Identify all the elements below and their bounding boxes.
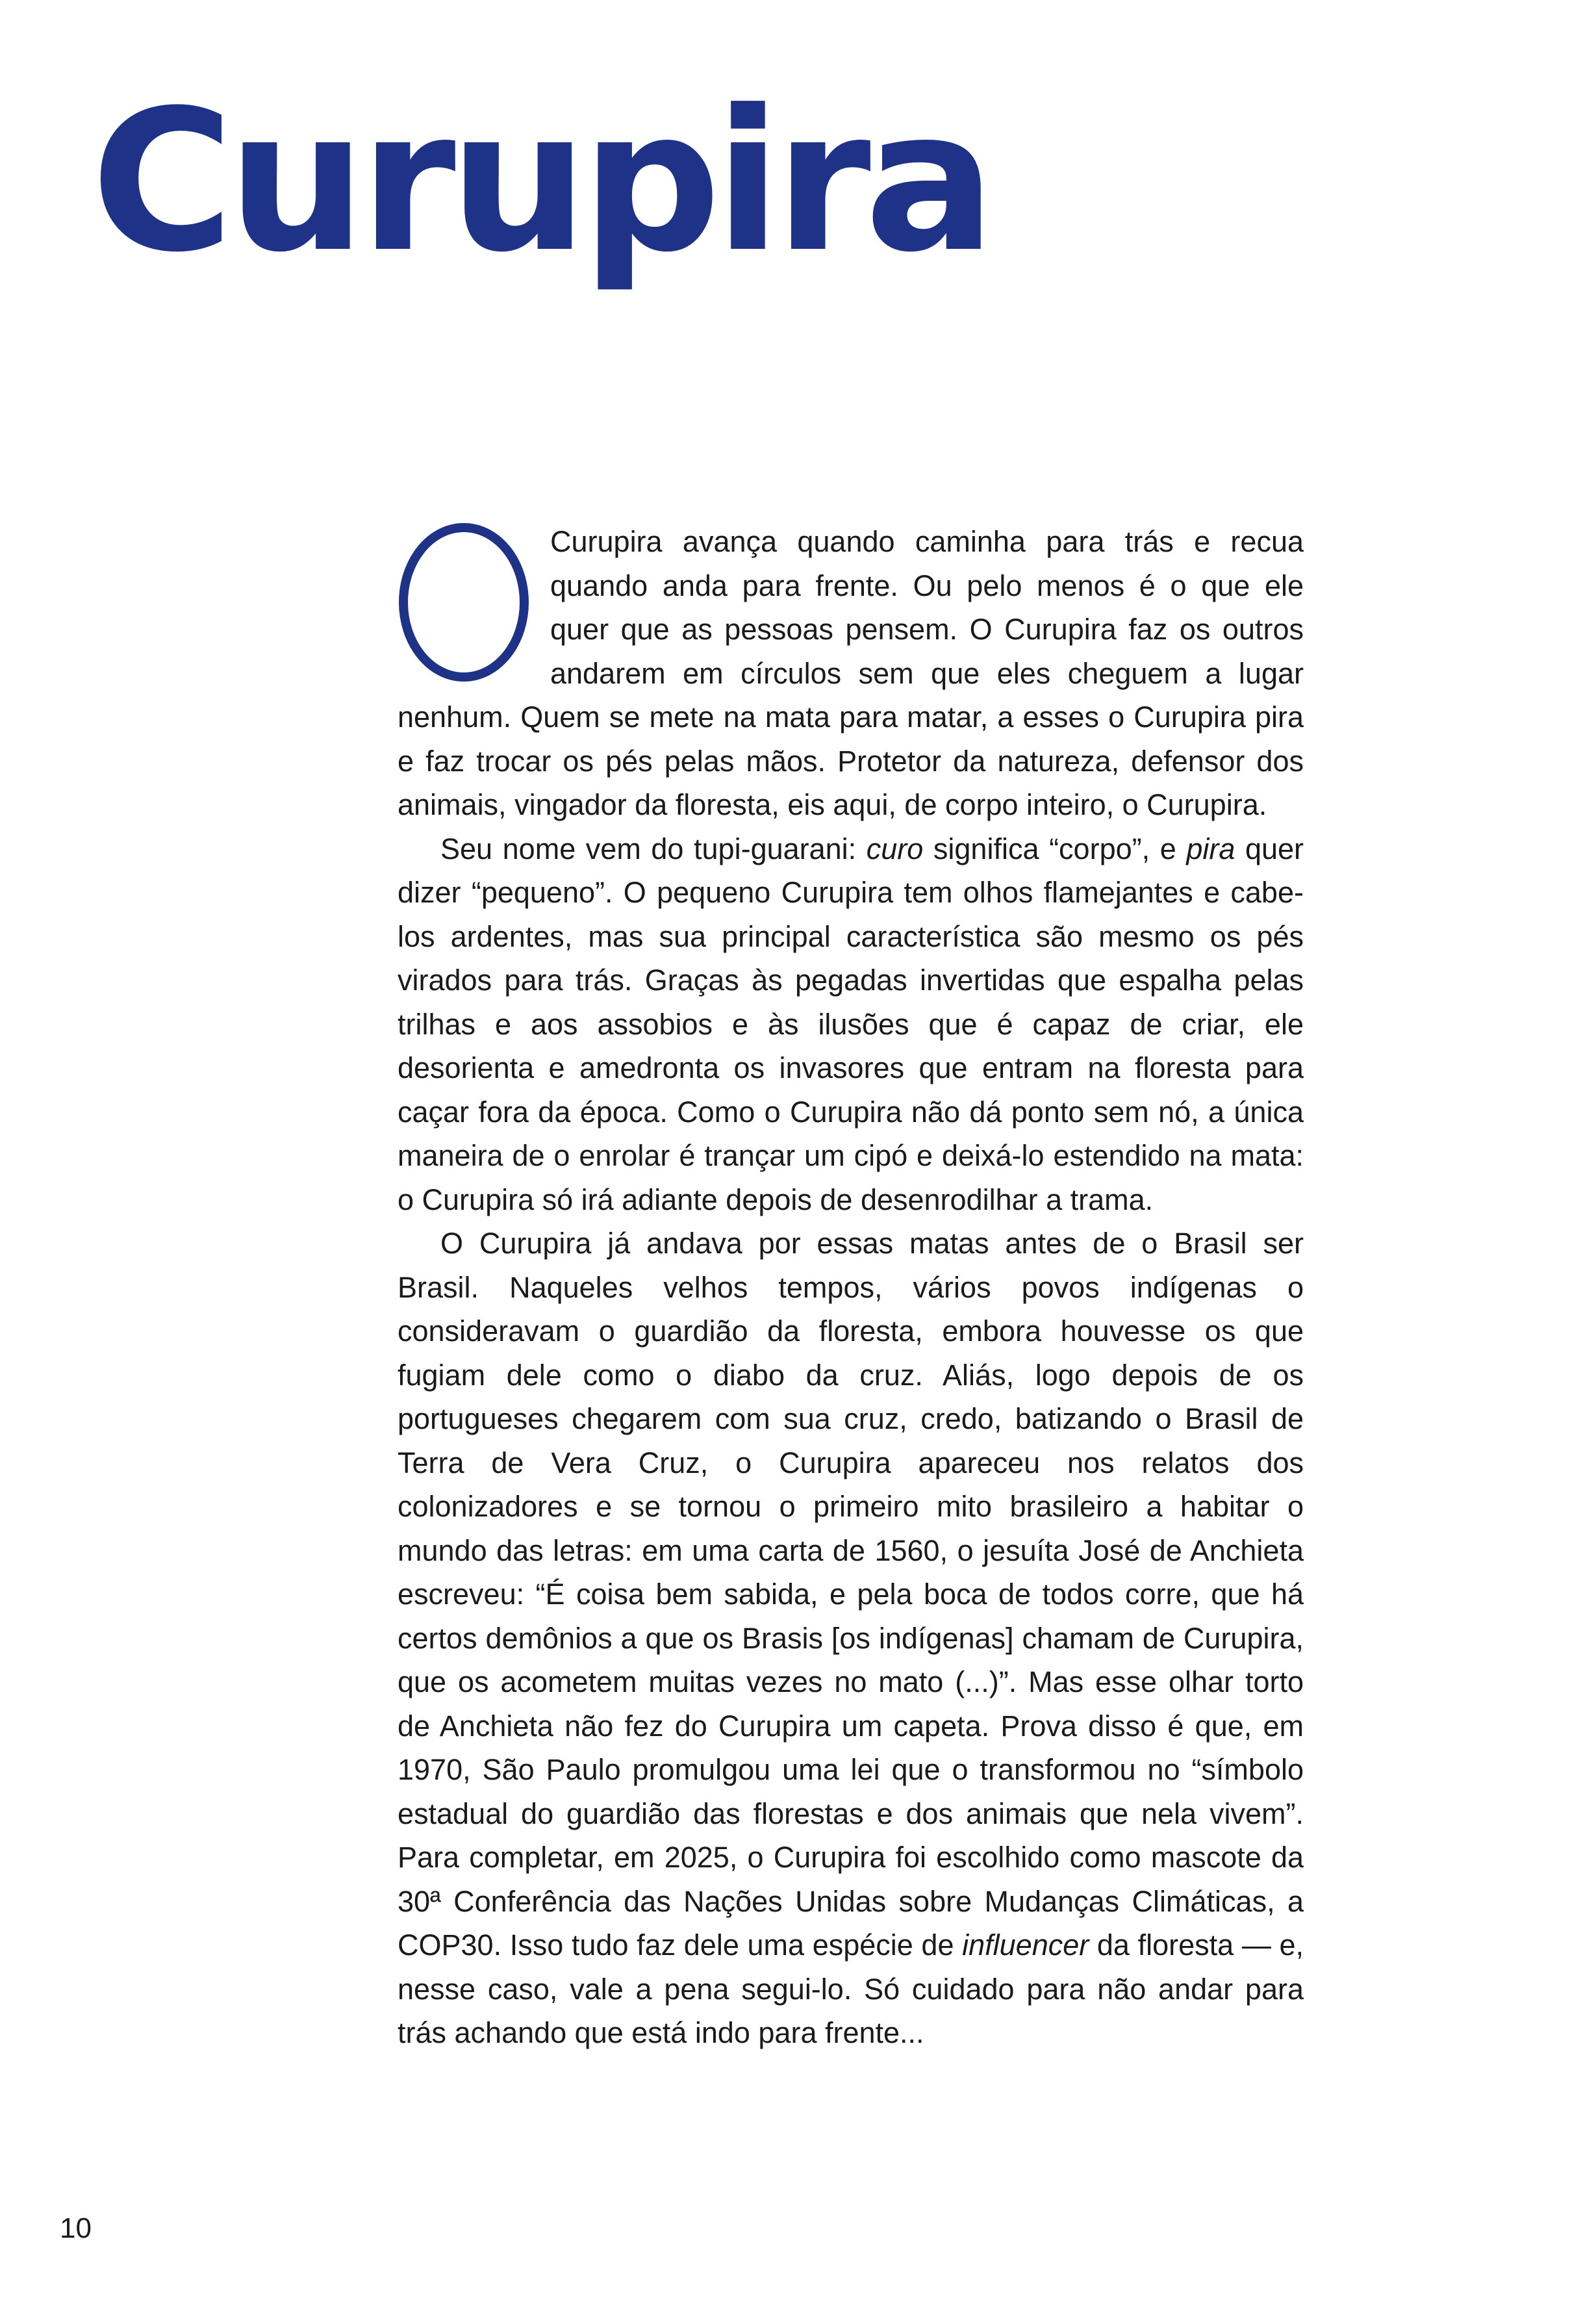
text-run: Seu nome vem do tupi-guarani:	[440, 832, 867, 865]
text-run: quer dizer “pequeno”. O pequeno Curupira tem olhos flamejantes e cabelos ardentes, mas sua principal característica são mesmo os pés virados para trás. Graças às pegadas invertidas que espalha pelas trilhas e aos assobios e às ilusões que é capaz de criar, ele desorienta e amedronta os invasores que entram na floresta para caçar fora da época. Como o Curupira não dá ponto sem nó, a única maneira de o enrolar é trançar um cipó e deixá-lo estendido na mata: o Curupira só irá adiante depois de desenrodilhar a trama.	[398, 832, 1304, 1216]
page-title: Curupira	[91, 68, 990, 295]
dropcap-o-glyph	[398, 521, 531, 684]
page-number: 10	[60, 2212, 92, 2244]
paragraph-1	[398, 520, 1304, 827]
text-run: O Curupira já andava por essas matas antes de o Brasil ser Brasil. Naqueles velhos tempos, vários povos indígenas o consideravam o guardião da floresta, embora houvesse os que fugiam dele como o diabo da cruz. Aliás, logo depois de os portugueses chegarem com sua cruz, credo, batizando o Brasil de Terra de Vera Cruz, o Curupira apareceu nos relatos dos colonizadores e se tornou o primeiro mito brasileiro a habitar o mundo das letras: em uma carta de 1560, o jesuíta José de Anchieta escreveu: “É coisa bem sabida, e pela boca de todos corre, que há certos demônios a que os Brasis [os indígenas] chamam de Curupira, que os acometem muitas vezes no mato (...)”. Mas esse olhar torto de Anchieta não fez do Curupira um capeta. Prova disso é que, em 1970, São Paulo promulgou uma lei que o transformou no “símbolo estadual do guardião das florestas e dos animais que nela vivem”. Para completar, em 2025, o Curupira foi escolhido como mascote da 30ª Conferência das Nações Unidas sobre Mudanças Climáticas, a COP30. Isso tudo faz dele uma espécie de	[398, 1227, 1304, 1962]
paragraph-3-text	[398, 1227, 1304, 2049]
paragraph-1-text	[398, 525, 1304, 821]
paragraph-2	[398, 827, 1304, 1222]
paragraph-2-text	[398, 832, 1304, 1216]
italic-term: pira	[1186, 832, 1235, 865]
paragraph-3	[398, 1221, 1304, 2055]
body-text	[398, 520, 1304, 2055]
text-run: Curupira avança quando caminha para trás e recua quando anda para frente. Ou pelo menos é o que ele quer que as pessoas pensem. O Curupira faz os outros andarem em círculos sem que eles cheguem a lugar nenhum. Quem se mete na mata para matar, a esses o Curupira pira e faz trocar os pés pelas mãos. Protetor da natureza, defensor dos animais, vingador da floresta, eis aqui, de corpo inteiro, o Curupira.	[398, 525, 1304, 821]
text-run: significa “corpo”, e	[923, 832, 1187, 865]
text-run: da floresta — e, nesse caso, vale a pena segui-lo. Só cuidado para não andar para trás achando que está indo para frente...	[398, 1928, 1304, 2049]
dropcap	[398, 521, 531, 684]
italic-term: curo	[866, 832, 924, 865]
italic-term: influencer	[962, 1928, 1089, 1962]
